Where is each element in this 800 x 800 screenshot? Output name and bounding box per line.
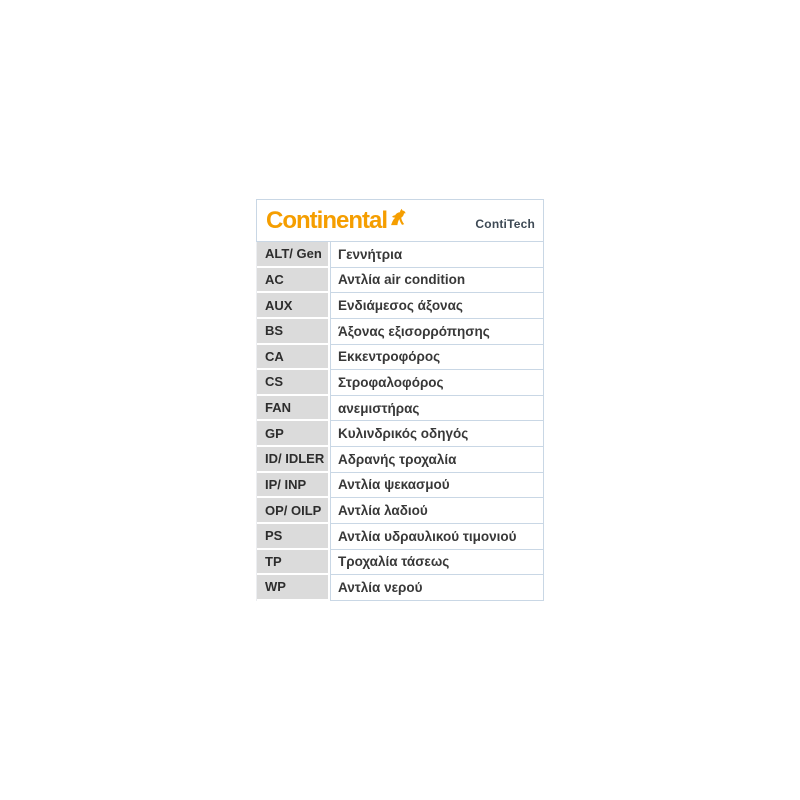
table-row xyxy=(257,396,544,422)
table-row xyxy=(257,473,544,499)
code-cell: ID/ IDLER xyxy=(257,447,330,473)
description-cell: Αντλία λαδιού xyxy=(330,498,544,524)
table-row xyxy=(257,447,544,473)
parts-legend-card xyxy=(256,199,544,601)
table-row xyxy=(257,550,544,576)
continental-logo xyxy=(266,206,406,234)
rearing-horse-icon xyxy=(389,208,406,227)
continental-wordmark: Continental xyxy=(266,206,387,234)
code-cell: PS xyxy=(257,524,330,550)
code-cell: AUX xyxy=(257,293,330,319)
description-cell: Αντλία ψεκασμού xyxy=(330,473,544,499)
code-cell: FAN xyxy=(257,396,330,422)
code-cell: WP xyxy=(257,575,330,601)
table-row xyxy=(257,242,544,268)
table-row xyxy=(257,498,544,524)
description-cell: Κυλινδρικός οδηγός xyxy=(330,421,544,447)
code-cell: AC xyxy=(257,268,330,294)
description-cell: Τροχαλία τάσεως xyxy=(330,550,544,576)
brand-header xyxy=(256,199,544,242)
description-cell: Ενδιάμεσος άξονας xyxy=(330,293,544,319)
code-cell: OP/ OILP xyxy=(257,498,330,524)
description-cell: Εκκεντροφόρος xyxy=(330,345,544,371)
description-cell: Αντλία υδραυλικού τιμονιού xyxy=(330,524,544,550)
code-cell: ALT/ Gen xyxy=(257,242,330,268)
code-cell: CS xyxy=(257,370,330,396)
table-row xyxy=(257,370,544,396)
description-cell: ανεμιστήρας xyxy=(330,396,544,422)
description-cell: Αντλία air condition xyxy=(330,268,544,294)
table-row xyxy=(257,345,544,371)
description-cell: Αντλία νερού xyxy=(330,575,544,601)
description-cell: Άξονας εξισορρόπησης xyxy=(330,319,544,345)
contitech-logo: ContiTech xyxy=(475,216,535,231)
legend-rows xyxy=(256,242,544,601)
table-row xyxy=(257,575,544,601)
table-row xyxy=(257,293,544,319)
code-cell: BS xyxy=(257,319,330,345)
description-cell: Γεννήτρια xyxy=(330,242,544,268)
code-cell: CA xyxy=(257,345,330,371)
table-row xyxy=(257,268,544,294)
table-row xyxy=(257,421,544,447)
code-cell: IP/ INP xyxy=(257,473,330,499)
table-row xyxy=(257,319,544,345)
code-cell: TP xyxy=(257,550,330,576)
table-row xyxy=(257,524,544,550)
description-cell: Στροφαλοφόρος xyxy=(330,370,544,396)
code-cell: GP xyxy=(257,421,330,447)
description-cell: Αδρανής τροχαλία xyxy=(330,447,544,473)
